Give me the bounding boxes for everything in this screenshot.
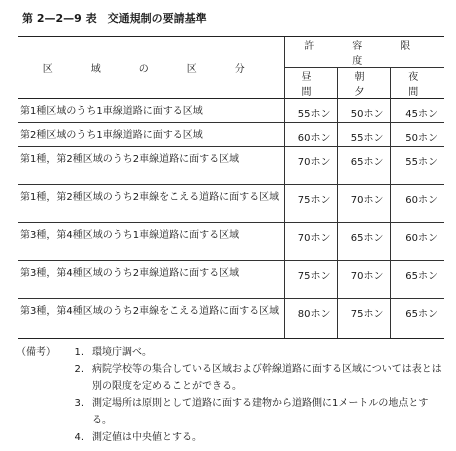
note-number: 3. — [74, 398, 84, 409]
table-row — [18, 261, 444, 299]
table-row — [18, 123, 444, 147]
note-number: 2. — [74, 364, 84, 375]
day-value: 75ホン — [284, 185, 337, 223]
night-value: 60ホン — [390, 223, 444, 261]
table-row — [18, 223, 444, 261]
note-text: 環境庁調べ。 — [92, 347, 152, 358]
night-value: 55ホン — [390, 147, 444, 185]
notes-label: （備考） — [16, 347, 56, 358]
table-row — [18, 185, 444, 223]
table-title: 第 2—2—9 表 交通規制の要請基準 — [22, 12, 207, 25]
notes-section — [16, 344, 446, 446]
area-column-header: 区 域 の 区 分 — [18, 37, 284, 99]
note-number: 4. — [74, 432, 84, 443]
area-cell: 第3種，第4種区域のうち1車線道路に面する区域 — [18, 223, 284, 261]
note-text: 測定場所は原則として道路に面する建物から道路側に1メートルの地点とする。 — [92, 398, 429, 426]
traffic-regulation-table — [18, 36, 449, 339]
morning-evening-value: 55ホン — [337, 123, 390, 147]
header-row — [18, 37, 444, 68]
night-value: 65ホン — [390, 261, 444, 299]
note-item — [16, 361, 446, 395]
day-value: 60ホン — [284, 123, 337, 147]
night-value: 45ホン — [390, 99, 444, 123]
note-item — [16, 429, 446, 446]
area-cell: 第3種，第4種区域のうち2車線道路に面する区域 — [18, 261, 284, 299]
day-value: 55ホン — [284, 99, 337, 123]
note-item — [16, 344, 446, 361]
area-cell: 第1種，第2種区域のうち2車線道路に面する区域 — [18, 147, 284, 185]
table-row — [18, 299, 444, 339]
table-row — [18, 99, 444, 123]
area-cell: 第3種，第4種区域のうち2車線をこえる道路に面する区域 — [18, 299, 284, 339]
table-row — [18, 147, 444, 185]
note-number: 1. — [74, 347, 84, 358]
area-cell: 第1種区域のうち1車線道路に面する区域 — [18, 99, 284, 123]
period-morning-evening-header: 朝 夕 — [337, 68, 390, 99]
note-text: 病院学校等の集合している区域および幹線道路に面する区域については表とは別の限度を定めることができる。 — [92, 364, 442, 392]
morning-evening-value: 75ホン — [337, 299, 390, 339]
morning-evening-value: 50ホン — [337, 99, 390, 123]
morning-evening-value: 70ホン — [337, 185, 390, 223]
morning-evening-value: 65ホン — [337, 147, 390, 185]
area-cell: 第2種区域のうち1車線道路に面する区域 — [18, 123, 284, 147]
note-text: 測定値は中央値とする。 — [92, 432, 202, 443]
night-value: 50ホン — [390, 123, 444, 147]
morning-evening-value: 65ホン — [337, 223, 390, 261]
night-value: 60ホン — [390, 185, 444, 223]
day-value: 80ホン — [284, 299, 337, 339]
night-value: 65ホン — [390, 299, 444, 339]
area-cell: 第1種，第2種区域のうち2車線をこえる道路に面する区域 — [18, 185, 284, 223]
period-night-header: 夜 間 — [390, 68, 444, 99]
day-value: 75ホン — [284, 261, 337, 299]
morning-evening-value: 70ホン — [337, 261, 390, 299]
period-day-header: 昼 間 — [284, 68, 337, 99]
day-value: 70ホン — [284, 223, 337, 261]
day-value: 70ホン — [284, 147, 337, 185]
note-item — [16, 395, 446, 429]
limit-column-header: 許 容 限 度 — [284, 37, 444, 68]
